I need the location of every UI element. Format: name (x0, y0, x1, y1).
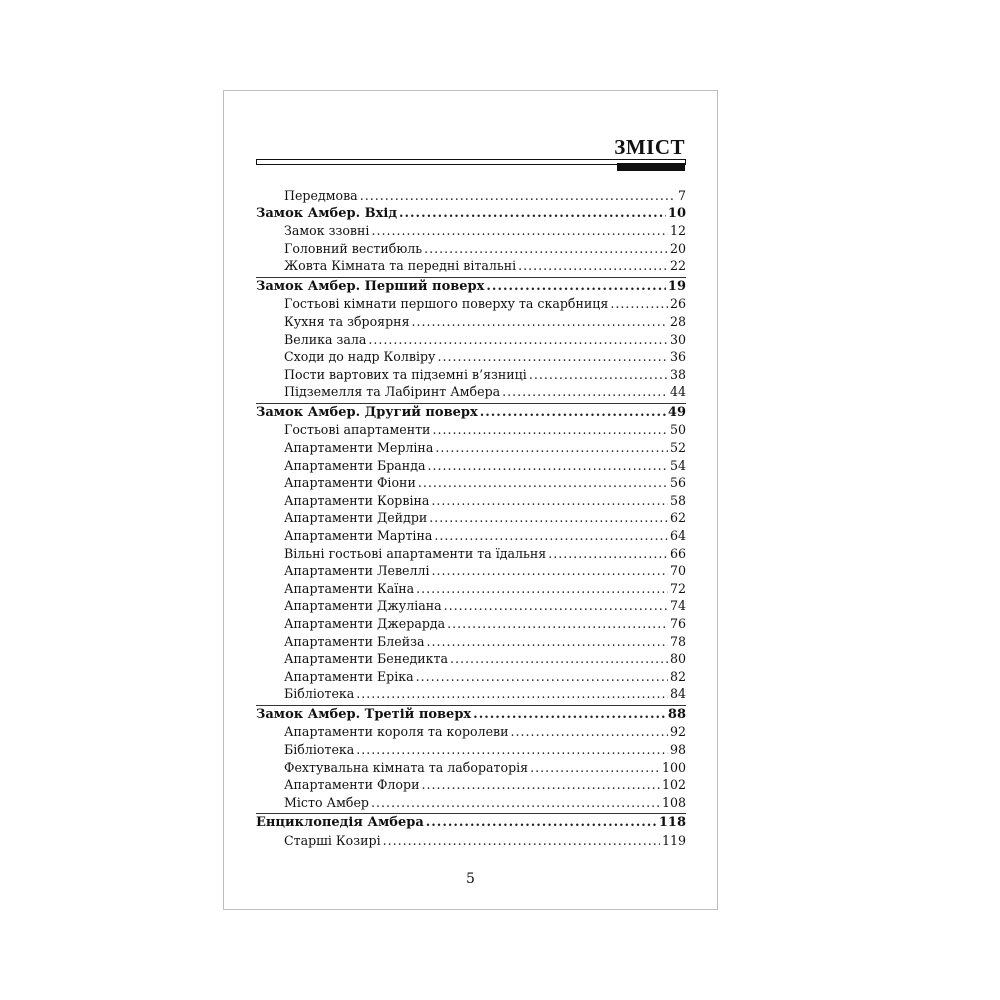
dot-leader (434, 527, 668, 545)
toc-entry-page: 119 (661, 832, 686, 848)
dot-leader (356, 741, 668, 759)
dot-leader (486, 278, 666, 296)
toc-entry-title: Апартаменти короля та королеви (284, 724, 509, 740)
toc-entry (256, 615, 686, 633)
toc-entry (256, 685, 686, 703)
dot-leader (511, 723, 668, 741)
toc-entry-title: Підземелля та Лабіринт Амбера (284, 384, 501, 400)
toc-entry-title: Апартаменти Каїна (284, 580, 415, 596)
toc-entry-title: Бібліотека (284, 686, 355, 702)
toc-entry-page: 102 (661, 777, 686, 793)
toc-entry-title: Апартаменти Мартіна (284, 528, 433, 543)
toc-entry-page: 56 (669, 475, 686, 491)
toc-entry-page: 64 (669, 528, 686, 543)
toc-entry (256, 331, 686, 349)
toc-entry-page: 26 (669, 296, 686, 312)
toc-entry-title: Старші Козирі (284, 832, 381, 848)
toc-entry (256, 776, 686, 794)
toc-entry-title: Енциклопедія Амбера (256, 815, 424, 831)
toc-entry-title: Жовта Кімната та передні вітальні (284, 258, 517, 274)
toc-entry-page: 20 (669, 240, 686, 256)
toc-entry (256, 240, 686, 258)
toc-entry-page: 36 (669, 349, 686, 365)
toc-entry-page: 108 (661, 794, 686, 810)
dot-leader (450, 650, 668, 668)
dot-leader (502, 383, 668, 401)
toc-entry (256, 295, 686, 313)
toc-entry (256, 383, 686, 401)
dot-leader (437, 348, 668, 366)
toc-entry-page: 58 (669, 492, 686, 508)
page-title: ЗМІСТ (614, 135, 685, 159)
toc-entry-page: 98 (669, 742, 686, 758)
toc-entry-page: 76 (669, 615, 686, 631)
page-number: 5 (466, 871, 475, 887)
toc-section (256, 277, 686, 296)
dot-leader (421, 776, 659, 794)
dot-leader (431, 492, 668, 510)
toc-entry-title: Велика зала (284, 331, 367, 347)
toc-entry-page: 78 (669, 633, 686, 649)
toc-entry-title: Апартаменти Бранда (284, 457, 426, 473)
toc-entry-page: 74 (669, 598, 686, 614)
toc-entry-page: 80 (669, 651, 686, 667)
toc-entry-title: Апартаменти Блейза (284, 633, 425, 649)
toc-entry-title: Вільні гостьові апартаменти та їдальня (284, 545, 547, 561)
toc-entry (256, 474, 686, 492)
toc-entry (256, 741, 686, 759)
table-of-contents (256, 187, 686, 850)
toc-entry (256, 457, 686, 475)
toc-section (256, 705, 686, 724)
toc-entry-page: 10 (667, 205, 686, 221)
toc-entry-page: 54 (669, 457, 686, 473)
toc-entry (256, 313, 686, 331)
toc-entry-page: 28 (669, 313, 686, 329)
toc-entry (256, 580, 686, 598)
toc-entry (256, 794, 686, 812)
toc-entry-title: Кухня та зброярня (284, 313, 410, 329)
toc-entry-title: Апартаменти Левеллі (284, 563, 430, 579)
toc-entry-title: Апартаменти Корвіна (284, 492, 430, 508)
toc-entry (256, 832, 686, 850)
toc-entry-title: Бібліотека (284, 742, 355, 758)
toc-entry-page: 49 (667, 404, 686, 420)
toc-entry-title: Апартаменти Дейдри (284, 510, 428, 526)
dot-leader (447, 615, 668, 633)
dot-leader (424, 240, 668, 258)
toc-entry-title: Гостьові апартаменти (284, 422, 431, 438)
toc-entry-title: Гостьові кімнати першого поверху та скарбниця (284, 296, 609, 312)
toc-entry-page: 44 (669, 384, 686, 400)
dot-leader (368, 331, 668, 349)
dot-leader (399, 205, 666, 223)
dot-leader (473, 706, 666, 724)
toc-entry-title: Апартаменти Бенедикта (284, 651, 449, 667)
toc-entry-title: Замок Амбер. Третій поверх (256, 706, 472, 722)
dot-leader (435, 439, 668, 457)
toc-entry-page: 70 (669, 563, 686, 579)
toc-entry (256, 509, 686, 527)
toc-entry-page: 30 (669, 331, 686, 347)
toc-entry (256, 492, 686, 510)
toc-entry (256, 562, 686, 580)
toc-entry-page: 66 (669, 545, 686, 561)
toc-entry (256, 723, 686, 741)
toc-entry (256, 222, 686, 240)
toc-entry-page: 72 (669, 580, 686, 596)
toc-entry (256, 421, 686, 439)
toc-entry-page: 62 (669, 510, 686, 526)
toc-entry (256, 439, 686, 457)
toc-entry-title: Пости вартових та підземні в’язниці (284, 366, 527, 382)
toc-entry-page: 92 (669, 724, 686, 740)
dot-leader (480, 404, 666, 422)
toc-entry-title: Передмова (284, 188, 358, 203)
toc-entry-page: 7 (677, 188, 686, 203)
title-underline-accent (617, 163, 685, 171)
toc-entry-title: Апартаменти Фіони (284, 475, 416, 491)
dot-leader (416, 580, 668, 598)
toc-entry-page: 52 (669, 440, 686, 456)
dot-leader (518, 257, 668, 275)
toc-entry-page: 88 (667, 706, 686, 722)
dot-leader (610, 295, 668, 313)
dot-leader (383, 832, 660, 850)
toc-entry (256, 597, 686, 615)
toc-entry-page: 19 (667, 278, 686, 294)
toc-entry-page: 82 (669, 668, 686, 684)
dot-leader (360, 187, 676, 205)
book-page (223, 90, 718, 910)
toc-entry (256, 187, 686, 205)
toc-entry-title: Апартаменти Джуліана (284, 598, 442, 614)
dot-leader (530, 759, 660, 777)
toc-entry (256, 759, 686, 777)
toc-entry-title: Замок ззовні (284, 223, 370, 239)
dot-leader (432, 562, 668, 580)
toc-entry (256, 633, 686, 651)
toc-entry-page: 12 (669, 223, 686, 239)
dot-leader (427, 457, 668, 475)
toc-section (256, 403, 686, 422)
toc-entry-page: 38 (669, 366, 686, 382)
dot-leader (418, 474, 668, 492)
toc-entry (256, 348, 686, 366)
dot-leader (416, 668, 668, 686)
toc-entry-page: 84 (669, 686, 686, 702)
toc-entry (256, 366, 686, 384)
toc-entry-title: Головний вестибюль (284, 240, 423, 256)
dot-leader (356, 685, 668, 703)
dot-leader (426, 633, 668, 651)
toc-entry-title: Місто Амбер (284, 794, 369, 810)
toc-entry-page: 118 (658, 815, 686, 831)
toc-entry-title: Апартаменти Джерарда (284, 615, 446, 631)
toc-entry (256, 545, 686, 563)
dot-leader (426, 814, 657, 832)
toc-entry-title: Замок Амбер. Другий поверх (256, 404, 478, 420)
toc-section (256, 813, 686, 832)
toc-entry-title: Фехтувальна кімната та лабораторія (284, 759, 529, 775)
toc-entry (256, 650, 686, 668)
toc-entry-page: 50 (669, 422, 686, 438)
dot-leader (529, 366, 668, 384)
toc-entry-title: Апартаменти Еріка (284, 668, 414, 684)
dot-leader (371, 222, 668, 240)
dot-leader (371, 794, 660, 812)
toc-entry (256, 668, 686, 686)
dot-leader (412, 313, 668, 331)
toc-entry-title: Сходи до надр Колвіру (284, 349, 436, 365)
toc-section (256, 205, 686, 223)
toc-entry-page: 100 (661, 759, 686, 775)
toc-entry-title: Замок Амбер. Вхід (256, 205, 397, 221)
toc-entry-title: Апартаменти Флори (284, 777, 420, 793)
dot-leader (429, 509, 668, 527)
toc-entry (256, 527, 686, 545)
dot-leader (432, 421, 668, 439)
toc-entry-title: Замок Амбер. Перший поверх (256, 278, 485, 294)
toc-entry-title: Апартаменти Мерліна (284, 440, 434, 456)
dot-leader (548, 545, 668, 563)
dot-leader (444, 597, 668, 615)
toc-entry (256, 257, 686, 275)
toc-entry-page: 22 (669, 258, 686, 274)
